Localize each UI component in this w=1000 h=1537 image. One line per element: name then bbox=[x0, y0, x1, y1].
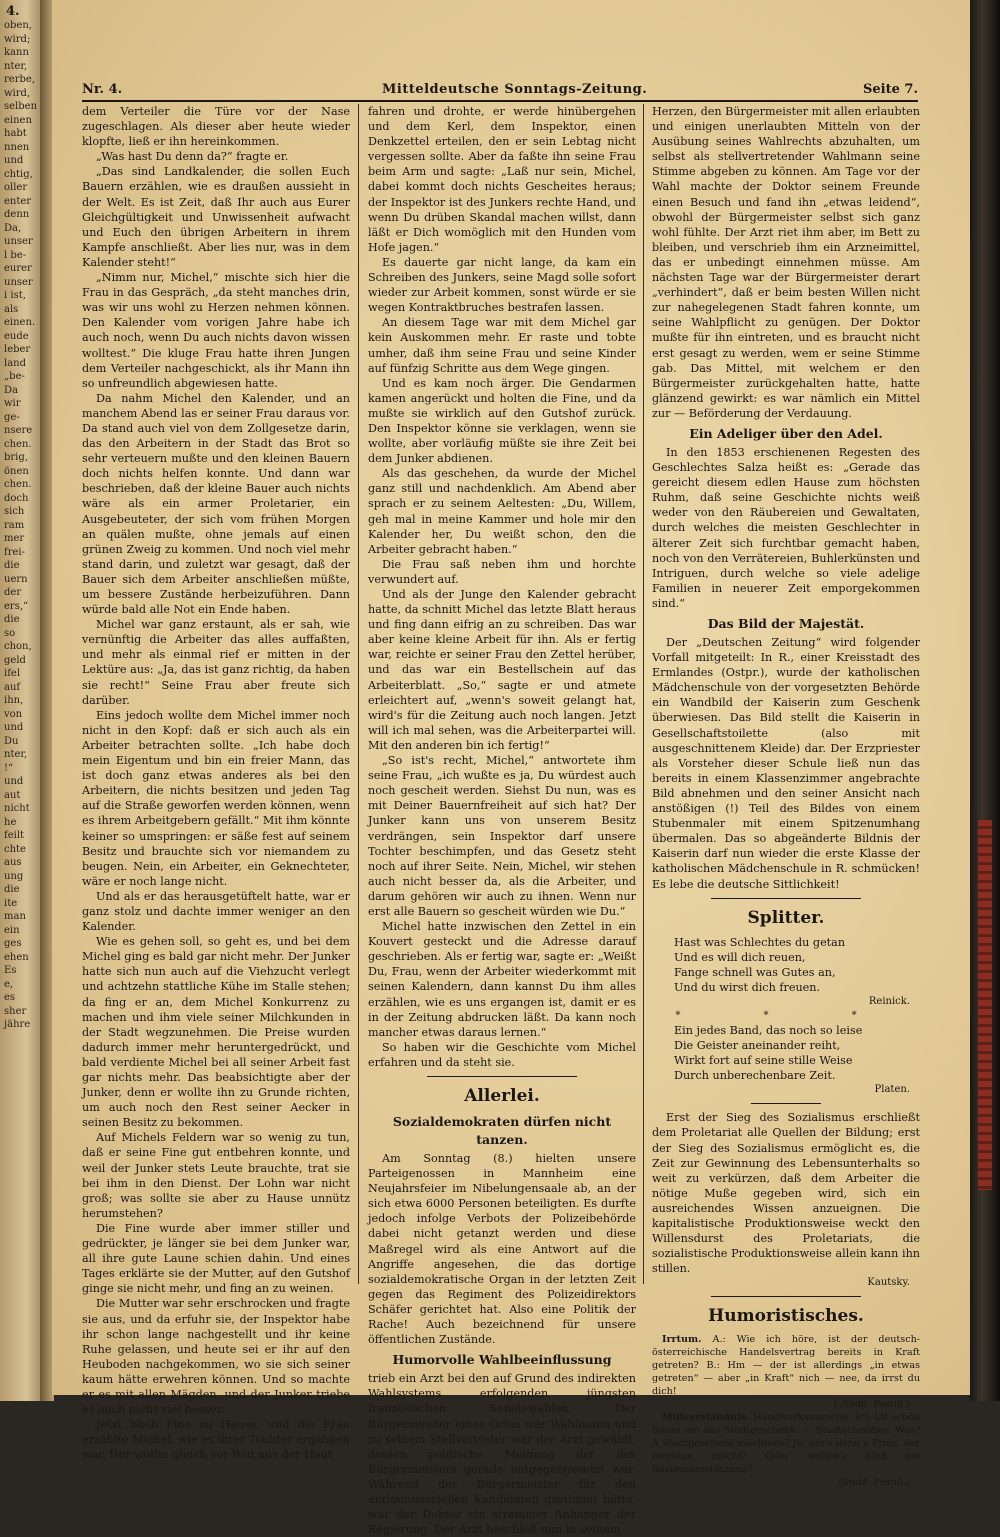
adjacent-text-fragment: önen bbox=[4, 465, 29, 477]
adjacent-text-fragment: mer bbox=[4, 533, 25, 544]
adjacent-text-fragment: geld bbox=[4, 654, 26, 666]
adjacent-text-fragment: auf bbox=[4, 681, 21, 693]
paragraph: Der „Deutschen Zeitung“ wird folgender Vorfall mitgeteilt: In R., einer Kreisstadt des Ermlandes (Ostpr.), wurde der katholischen Mädchenschule von der vorgesetzten Behörde ein Wandbild der Kaiserin zum Geschenk überwiesen. Das Bild stellt die Kaiserin in Gesellschaftstoilette (also mit ausgeschnittenem Kleide) dar. Der Erzpriester als Vorsteher dieser Schule ließ nun das bereits in einem Klassenzimmer angebrachte Bild abnehmen und den seiner Ansicht nach anstößigen (!) Teil des Bildes von einem Stubenmaler mit einem Spitzenumhang übermalen. Das so abgeänderte Bildnis der Kaiserin darf nun wieder die erste Klasse der katholischen Mädchenschule in R. schmücken! Es lebe die deutsche Sittlichkeit! bbox=[652, 636, 920, 891]
page-header bbox=[82, 82, 918, 102]
adjacent-text-fragment: brig, bbox=[4, 452, 28, 463]
adjacent-text-fragment: wir bbox=[4, 398, 21, 409]
adjacent-text-fragment: ihn, bbox=[4, 695, 24, 706]
adjacent-text-fragment: es bbox=[4, 992, 16, 1003]
adjacent-text-fragment: oben, bbox=[4, 20, 32, 31]
paragraph: trieb ein Arzt bei den auf Grund des indirekten Wahlsystems erfolgenden jüngsten französischen Senatswahlen. Der Bürgermeister eines Ortes war Wahlmann und zu seinem Stellvertreter war der Arzt gewählt, dessen politische Meinung der des Bürgermeisters gerade entgegengesetzt war. Während der Bürgermeister für den antiministeriellen Kandidaten gestimmt hätte, war der Doktor ein strammer Anhänger der Regierung. Der Arzt beschloß nun in seinem bbox=[368, 1372, 636, 1537]
adjacent-text-fragment: l be- bbox=[4, 249, 27, 261]
paragraph: Die Frau saß neben ihm und horchte verwundert auf. bbox=[368, 557, 636, 586]
poem-line: Und es will dich reuen, bbox=[674, 950, 806, 964]
paragraph: Es dauerte gar nicht lange, da kam ein Schreiben des Junkers, seine Magd solle sofort wieder zur Arbeit kommen, sonst würde er sie wegen Kontraktbruches bestrafen lassen. bbox=[368, 255, 636, 315]
paragraph: Die Fine wurde aber immer stiller und gedrückter, je länger sie bei dem Junker war, all ihre gute Laune schien dahin. Und eines Tages erklärte sie der Mutter, auf den Gutshof ginge sie nicht mehr, und fing an zu weinen. bbox=[82, 1221, 350, 1296]
adjacent-text-fragment: kann bbox=[4, 47, 29, 58]
adjacent-text-fragment: ehen bbox=[4, 951, 29, 963]
poem-author: Reinick. bbox=[868, 995, 910, 1007]
adjacent-text-fragment: enter bbox=[4, 195, 32, 207]
adjacent-text-fragment: nter, bbox=[4, 60, 28, 72]
paragraph: Michel hatte inzwischen den Zettel in ein Kouvert gesteckt und die Adresse darauf geschrieben. Als er fertig war, sagte er: „Weißt Du, Frau, wenn der Arbeiter wiederkommt mit seinen Kalendern, dann kannst Du ihm alles erzählen, wie es uns ergangen ist, damit er es in der Zeitung abdrucken läßt. Da kann noch mancher etwas daraus lernen.“ bbox=[368, 920, 636, 1039]
newspaper-title: Mitteldeutsche Sonntags-Zeitung. bbox=[382, 82, 648, 97]
adjacent-text-fragment: nsere bbox=[4, 425, 33, 436]
adjacent-text-fragment: wird; bbox=[4, 33, 31, 45]
adjacent-text-fragment: einen. bbox=[4, 317, 36, 328]
paragraph: Michel war ganz erstaunt, als er sah, wie vernünftig die Arbeiter das alles auffaßten, und mehr als einmal rief er mitten in der Lektüre aus: „Ja, das ist ganz richtig, da haben sie recht!“ Seine Frau aber freute sich darüber. bbox=[82, 618, 350, 707]
adjacent-text-fragment: und bbox=[4, 155, 24, 166]
adjacent-text-fragment: chon, bbox=[4, 641, 32, 652]
poem bbox=[652, 935, 920, 995]
column-divider bbox=[358, 104, 359, 1284]
paragraph: Herzen, den Bürgermeister mit allen erlaubten und einigen unerlaubten Mitteln von der Ausübung seines Wahlrechts abzuhalten, um selbst als stellvertretender Wahlmann seine Stimme abgeben zu können. Am Tage vor der Wahl machte der Doktor seinem Freunde einen Besuch und fand ihn „etwas leidend“, obwohl der Bürgermeister selbst sich ganz wohl fühlte. Der Arzt riet ihm aber, im Bett zu bleiben, und verschrieb ihm ein Arzneimittel, das er unbedingt einnehmen müsse. Am nächsten Tage war der Bürgermeister derart „verhindert“, daß er beim besten Willen nicht zur nahegelegenen Stadt fahren konnte, um seine Wahlpflicht zu genügen. Der Doktor mußte für ihn eintreten, und es braucht nicht erst gesagt zu werden, wem er seine Stimme gab. Das Mittel, mit welchem er den Bürgermeister zurückgehalten hatte, hatte glänzend gewirkt: es war nämlich ein Mittel zur — Beförderung der Verdauung. bbox=[652, 105, 920, 420]
adjacent-text-fragment: Da bbox=[4, 384, 18, 396]
joke bbox=[652, 1411, 920, 1476]
joke-source: (Südd. Postill.) bbox=[838, 1477, 910, 1489]
adjacent-text-fragment: land bbox=[4, 357, 27, 369]
joke-label: Mißverständnis. bbox=[662, 1412, 750, 1424]
paragraph: So haben wir die Geschichte vom Michel erfahren und da steht sie. bbox=[368, 1040, 636, 1069]
poem-line: Durch unberechenbare Zeit. bbox=[674, 1069, 836, 1083]
article-title: Ein Adeliger über den Adel. bbox=[689, 425, 883, 441]
poem-line: Und du wirst dich freuen. bbox=[674, 980, 821, 994]
poem-author: Platen. bbox=[874, 1084, 910, 1096]
adjacent-text-fragment: jähre bbox=[4, 1019, 31, 1030]
adjacent-text-fragment: man bbox=[4, 911, 26, 922]
poem-line: Hast was Schlechtes du getan bbox=[674, 935, 846, 949]
column-1 bbox=[82, 104, 350, 1462]
joke-body: Handwerksbursche: Ich tät schön bitten um das Stadtgeschenk. — Stadtschreiber: Was? A Stadtgeschenk möchtens? Ja, san's denn a Prinz, der heiraten möcht? Oder wollen's bloß die Reiseunterstützung? bbox=[652, 1412, 920, 1476]
adjacent-text-fragment: Du bbox=[4, 735, 19, 747]
section-rule bbox=[711, 898, 861, 899]
paragraph: Am Sonntag (8.) hielten unsere Parteigenossen in Mannheim eine Neujahrsfeier im Nibelungensaale ab, an der sich etwa 6000 Personen beteiligten. Es durfte jedoch infolge Verbots der Polizeibehörde dabei nicht getanzt werden und diese Maßregel wird als eine Antwort auf die Angriffe angesehen, die das dortige sozialdemokratische Organ in der letzten Zeit gegen das Regiment des Polizeidirektors Schäfer gerichtet hat. Also eine Politik der Rache! Auch bezeichnend für unsere öffentlichen Zustände. bbox=[368, 1152, 636, 1347]
separator-stars: * * * bbox=[675, 1009, 897, 1021]
paragraph: In den 1853 erschienenen Regesten des Geschlechtes Salza heißt es: „Gerade das gereicht diesem edlen Hause zum höchsten Ruhm, daß seine Geschichte nichts weiß weder von den Räubereien und Gewaltaten, durch welches die meisten Geschlechter in älterer Zeit sich furchtbar gemacht haben, noch von den Verrätereien, Buhlerkünsten und Intriguen, durch welche so viele adelige Familien in neuerer Zeit emporgekommen sind.“ bbox=[652, 445, 920, 610]
binding-strip bbox=[978, 820, 992, 1190]
adjacent-text-fragment: nnen bbox=[4, 141, 30, 153]
adjacent-text-fragment: frei- bbox=[4, 546, 25, 558]
article-title: Humorvolle Wahlbeeinflussung bbox=[392, 1352, 612, 1368]
adjacent-text-fragment: einen bbox=[4, 114, 32, 126]
adjacent-text-fragment: nter, bbox=[4, 749, 28, 760]
adjacent-text-fragment: leber bbox=[4, 344, 31, 355]
paragraph: Und als der Junge den Kalender gebracht hatte, da schnitt Michel das letzte Blatt heraus und fing dann eifrig an zu schreiben. Das war aber keine kleine Arbeit für ihn. Als er fertig war, reichte er seiner Frau den Zettel herüber, und das war ein Bestellschein auf das Arbeiterblatt. „So,“ sagte er und atmete erleichtert auf, „wenn's soweit gelangt hat, wird's für die Zeitung auch noch langen. Jetzt will ich mal sehen, was die Arbeiterpartei will. Mit den anderen bin ich fertig!“ bbox=[368, 588, 636, 752]
adjacent-text-fragment: uern bbox=[4, 573, 28, 585]
adjacent-text-fragment: so bbox=[4, 627, 16, 639]
poem-line: Wirkt fort auf seine stille Weise bbox=[674, 1054, 853, 1068]
adjacent-text-fragment: ein bbox=[4, 924, 20, 936]
poem-line: Die Geister aneinander reiht, bbox=[674, 1039, 841, 1053]
adjacent-text-fragment: chte bbox=[4, 843, 26, 855]
adjacent-text-fragment: chen. bbox=[4, 438, 32, 450]
adjacent-text-fragment: rerbe, bbox=[4, 74, 35, 85]
adjacent-text-fragment: die bbox=[4, 614, 20, 625]
adjacent-text-fragment: unser bbox=[4, 276, 33, 288]
paragraph: Die Mutter war sehr erschrocken und fragte sie aus, und da erfuhr sie, der Inspektor habe ihr schon lange nachgestellt und ihr keine Ruhe gelassen, und heute sei er ihr auf den Heuboden nachgekommen, wo sie sich seiner kaum hätte erwehren können. Und so machte er es mit allen Mägden, und der Junker triebe es auch nicht viel besser. bbox=[82, 1297, 350, 1417]
adjacent-text-fragment: und bbox=[4, 776, 24, 787]
adjacent-page-number: 4. bbox=[6, 4, 20, 19]
paragraph: Jetzt blieb Fine zu Hause, und die Frau erzählte Michel, wie es ihrer Tochter ergangen war. Der wollte gleich vor Wut aus der Haut bbox=[82, 1418, 350, 1462]
issue-number: Nr. 4. bbox=[82, 82, 123, 97]
adjacent-text-fragment: habt bbox=[4, 128, 27, 139]
column-divider bbox=[643, 104, 644, 1284]
adjacent-text-fragment: oller bbox=[4, 182, 28, 193]
adjacent-text-fragment: Es bbox=[4, 965, 17, 976]
adjacent-text-fragment: denn bbox=[4, 209, 30, 220]
article-title: Das Bild der Majestät. bbox=[707, 616, 865, 631]
page-number: Seite 7. bbox=[863, 82, 918, 97]
paragraph: „Was hast Du denn da?“ fragte er. bbox=[96, 150, 289, 164]
paragraph: dem Verteiler die Türe vor der Nase zugeschlagen. Als dieser aber heute wieder klopfte, ließ er ihn hereinkommen. bbox=[82, 105, 350, 149]
section-heading-allerlei: Allerlei. bbox=[464, 1086, 540, 1106]
adjacent-text-fragment: ite bbox=[4, 897, 18, 909]
header-rule bbox=[82, 100, 918, 102]
adjacent-text-fragment: die bbox=[4, 560, 20, 571]
quote-author: Kautsky. bbox=[867, 1277, 910, 1289]
section-rule bbox=[427, 1076, 577, 1077]
adjacent-text-fragment: von bbox=[4, 708, 23, 720]
adjacent-text-fragment: sher bbox=[4, 1005, 27, 1017]
adjacent-text-fragment: aut bbox=[4, 789, 21, 801]
short-rule bbox=[751, 1103, 821, 1104]
adjacent-text-fragment: der bbox=[4, 587, 22, 598]
adjacent-text-fragment: doch bbox=[4, 492, 29, 504]
joke-source: („Südd. Postill.) bbox=[833, 1399, 910, 1411]
adjacent-text-fragment: ge- bbox=[4, 411, 20, 423]
adjacent-text-fragment: e, bbox=[4, 978, 14, 990]
adjacent-text-fragment: als bbox=[4, 303, 19, 315]
column-2 bbox=[368, 104, 636, 1537]
adjacent-text-fragment: chen. bbox=[4, 479, 32, 490]
paragraph: Erst der Sieg des Sozialismus erschließt dem Proletariat alle Quellen der Bildung; erst der Sieg des Sozialismus ermöglicht es, die Zeit zur Gewinnung des Lebensunterhalts so weit zu verkürzen, daß dem Arbeiter die nötige Muße gegeben wird, sich ein ausreichendes Wissen anzueignen. Die kapitalistische Produktionsweise weckt den Willensdurst des Proletariats, die sozialistische Produktionsweise allein kann ihn stillen. bbox=[652, 1111, 920, 1276]
paragraph: Wie es gehen soll, so geht es, und bei dem Michel ging es bald gar nicht mehr. Der Junker hatte sich nun auch auf die Viehzucht verlegt und achtzehn stattliche Kühe im Stalle stehen; da fing er an, dem Michel Konkurrenz zu machen und ihm viele seiner Milchkunden in der Stadt wegzunehmen. Die Preise wurden dadurch immer mehr heruntergedrückt, und bald verdiente Michel bei all seiner Arbeit fast gar nichts mehr. Das beabsichtigte aber der Junker, denn er wollte ihn zu Grunde richten, um auch noch den Rest seiner Aecker in seinen Besitz zu bekommen. bbox=[82, 935, 350, 1130]
paragraph: „So ist's recht, Michel,“ antwortete ihm seine Frau, „ich wußte es ja, Du würdest auch noch gescheit werden. Siehst Du nun, was es mit Deiner Bauernfreiheit auf sich hat? Der Junker kann uns von unserem Besitz verdrängen, sein Inspektor darf unsere Tochter beschimpfen, und das Gesetz steht noch auf ihrer Seite. Nein, Michel, wir stehen auch nicht besser da, als die Arbeiter, und darum gehören wir auch zu ihnen. Wenn nur erst alle Bauern so gescheit würden wie Du.“ bbox=[368, 754, 636, 918]
adjacent-text-fragment: feilt bbox=[4, 830, 25, 841]
paragraph: Eins jedoch wollte dem Michel immer noch nicht in den Kopf: daß er sich auch als ein Arbeiter betrachten sollte. „Ich habe doch mein Eigentum und bin ein freier Mann, das ist doch ganz etwas anderes als bei den Arbeitern, die nichts besitzen und jeden Tag auf die Straße geworfen werden können, wenn es ihrem Arbeitgebern gefällt.“ Mit ihm könnte keiner so umspringen: er säße fest auf seinem Besitz und brauchte sich vor niemandem zu beugen. Nein, ein Arbeiter, ein Geknechteter, wäre er noch lange nicht. bbox=[82, 708, 350, 888]
adjacent-text-fragment: chtig, bbox=[4, 168, 33, 180]
column-3 bbox=[652, 104, 920, 1489]
section-heading-humor: Humoristisches. bbox=[708, 1306, 864, 1327]
adjacent-text-fragment: ung bbox=[4, 870, 24, 882]
adjacent-text-fragment: he bbox=[4, 816, 17, 828]
adjacent-text-fragment: die bbox=[4, 884, 20, 895]
adjacent-text-fragment: wird, bbox=[4, 87, 31, 99]
paragraph: fahren und drohte, er werde hinübergehen und dem Kerl, dem Inspektor, einen Denkzettel erteilen, den er sein Lebtag nicht vergessen sollte. Aber da faßte ihn seine Frau beim Arm und sagte: „Laß nur sein, Michel, dabei kommt doch nichts Gescheites heraus; der Inspektor ist des Junkers rechte Hand, und wenn Du drüben Skandal machen willst, dann läßt er Dich womöglich mit den Hunden vom Hofe jagen.“ bbox=[368, 105, 636, 254]
adjacent-text-fragment: sich bbox=[4, 506, 25, 517]
adjacent-text-fragment: unser bbox=[4, 236, 33, 247]
newspaper-page bbox=[52, 0, 970, 1537]
poem bbox=[652, 1023, 920, 1083]
adjacent-text-fragment: „be- bbox=[4, 371, 25, 382]
book-cover-edge bbox=[970, 0, 1000, 1401]
adjacent-text-fragment: ram bbox=[4, 519, 25, 531]
joke-text bbox=[652, 1411, 920, 1476]
adjacent-text-fragment: ges bbox=[4, 938, 22, 949]
paragraph: „Das sind Landkalender, die sollen Euch Bauern erzählen, wie es draußen aussieht in der Welt. Es ist Zeit, daß Ihr auch aus Eurer Gleichgültigkeit und Unwissenheit aufwacht und Euch den übrigen Arbeitern in ihrem Kampfe anschließt. Aber lies nur, was in dem Kalender steht!“ bbox=[82, 165, 350, 269]
adjacent-text-fragment: eude bbox=[4, 330, 29, 342]
adjacent-text-fragment: aus bbox=[4, 857, 22, 868]
joke-label: Irrtum. bbox=[662, 1334, 702, 1346]
section-heading-splitter: Splitter. bbox=[747, 907, 825, 928]
adjacent-text-fragment: Da, bbox=[4, 222, 22, 234]
adjacent-text-fragment: eurer bbox=[4, 263, 32, 274]
paragraph: Auf Michels Feldern war so wenig zu tun, daß er seine Fine gut entbehren konnte, und weil der Junker stets Leute brauchte, trat sie bei ihm in den Dienst. Der Lohn war nicht groß; was sollte sie aber zu Hause unnütz herumstehen? bbox=[82, 1131, 350, 1220]
paragraph: Als das geschehen, da wurde der Michel ganz still und nachdenklich. Am Abend aber sprach er zu seinem Aeltesten: „Du, Willem, geh mal in meine Kammer und hole mir den Kalender her, Du weißt schon, den die Arbeiter gebracht haben.“ bbox=[368, 467, 636, 556]
joke-body: A.: Wie ich höre, ist der deutsch-österreichische Handelsvertrag bereits in Kraft getreten? B.: Hm — der ist allerdings „in etwas getreten“ — aber „in Kraft“ nich — nee, da irrst du dich! bbox=[652, 1334, 920, 1398]
joke bbox=[652, 1333, 920, 1398]
paragraph: An diesem Tage war mit dem Michel gar kein Auskommen mehr. Er raste und tobte umher, daß ihm seine Frau und seine Kinder auf fünfzig Schritte aus dem Wege gingen. bbox=[368, 316, 636, 375]
paragraph: Da nahm Michel den Kalender, und an manchem Abend las er seiner Frau daraus vor. Da stand auch viel von dem Zollgesetze darin, das den Arbeitern in der Stadt das Brot so sehr verteuern mußte und den kleinen Bauern doch nichts helfen konnte. Und dann war beschrieben, daß der kleine Bauer auch nichts wäre als ein armer Proletarier, ein Ausgebeuteter, der sich vom frühen Morgen an quälen mußte, ohne jemals auf einen grünen Zweig zu kommen. Und noch viel mehr stand darin, und zuletzt war gesagt, daß der Bauer sich dem Arbeiter anschließen müßte, um bessere Zustände herbeizuführen. Dann würde bald alle Not ein Ende haben. bbox=[82, 391, 350, 617]
poem-line: Fange schnell was Gutes an, bbox=[674, 965, 836, 979]
paragraph: Und als er das herausgetüftelt hatte, war er ganz stolz und dachte immer weniger an den Kalender. bbox=[82, 889, 350, 934]
adjacent-text-fragment: !“ bbox=[4, 762, 14, 774]
adjacent-text-fragment: i ist, bbox=[4, 290, 26, 301]
article-title: Sozialdemokraten dürfen nicht tanzen. bbox=[392, 1114, 612, 1147]
paragraph: „Nimm nur, Michel,“ mischte sich hier die Frau in das Gespräch, „da steht manches drin, was wir uns wohl zu Herzen nehmen können. Den Kalender vom vorigen Jahre habe ich auch noch, wenn Du auch nichts davon wissen wolltest.“ Die kluge Frau hatte ihren Jungen dem Verteiler nachgeschickt, als ihr Mann ihn so unfreundlich abgewiesen hatte. bbox=[82, 271, 350, 390]
section-rule bbox=[711, 1296, 861, 1297]
adjacent-text-fragment: nicht bbox=[4, 803, 30, 814]
adjacent-text-fragment: ers,“ bbox=[4, 600, 29, 612]
adjacent-text-fragment: selben bbox=[4, 101, 38, 112]
adjacent-text-fragment: und bbox=[4, 722, 24, 733]
poem-line: Ein jedes Band, das noch so leise bbox=[674, 1023, 863, 1037]
paragraph: Und es kam noch ärger. Die Gendarmen kamen angerückt und holten die Fine, und da mußte sie wirklich auf den Gutshof zurück. Den Inspektor könne sie verklagen, wenn sie wollte, aber vorläufig müßte sie ihre Zeit bei dem Junker abdienen. bbox=[368, 376, 636, 466]
joke-text bbox=[652, 1333, 920, 1398]
adjacent-text-fragment: ifel bbox=[4, 668, 21, 679]
